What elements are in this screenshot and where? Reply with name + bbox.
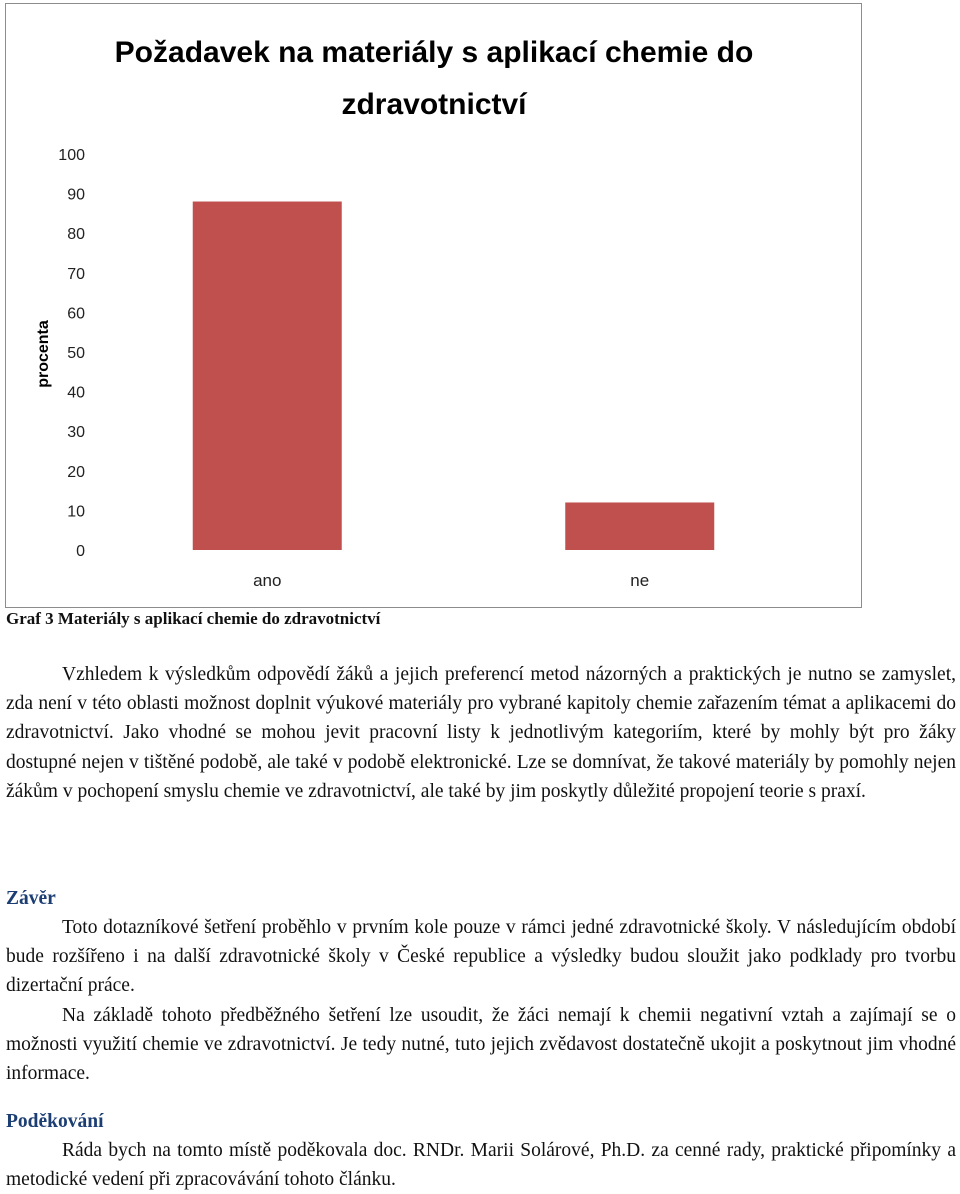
x-tick-label: ano — [253, 571, 282, 590]
y-tick-label: 30 — [67, 424, 85, 442]
chart-title-line-2: zdravotnictví — [341, 88, 527, 121]
chart-title-line-1: Požadavek na materiály s aplikací chemie do — [114, 36, 754, 69]
acknowledgement-paragraph — [6, 1136, 956, 1194]
discussion-text: Vzhledem k výsledkům odpovědí žáků a jejich preferencí metod názorných a praktických je nutno se zamyslet, zda není v této oblasti možnost doplnit výukové materiály pro vybrané kapitoly chemie zařazením témat a aplikacemi do zdravotnictví. Jako vhodné se mohou jevit pracovní listy k jednotlivým kategoriím, které by mohly být pro žáky dostupné nejen v tištěné podobě, ale také v podobě elektronické. Lze se domnívat, že takové materiály by pomohly nejen žákům v pochopení smyslu chemie ve zdravotnictví, ale také by jim poskytly důležité propojení teorie s praxí. — [6, 664, 956, 802]
y-axis-label: procenta — [35, 320, 52, 388]
y-tick-label: 90 — [67, 186, 85, 204]
discussion-section — [6, 660, 956, 806]
y-tick-label: 80 — [67, 226, 85, 244]
y-tick-label: 20 — [67, 463, 85, 481]
y-tick-label: 40 — [67, 384, 85, 402]
y-tick-label: 0 — [76, 543, 85, 560]
y-tick-label: 60 — [67, 305, 85, 323]
y-tick-label: 50 — [67, 345, 85, 362]
bar-chart — [6, 4, 863, 609]
x-tick-label: ne — [630, 571, 650, 590]
conclusion-text-2: Na základě tohoto předběžného šetření lze usoudit, že žáci nemají k chemii negativní vztah a zajímají se o možnosti využití chemie ve zdravotnictví. Je tedy nutné, tuto jejich zvědavost dostatečně ukojit a poskytnout jim vhodné informace. — [6, 1004, 956, 1085]
chart-frame — [5, 3, 862, 608]
discussion-paragraph — [6, 660, 956, 806]
acknowledgement-text: Ráda bych na tomto místě poděkovala doc. RNDr. Marii Solárové, Ph.D. za cenné rady, praktické připomínky a metodické vedení při zpracovávání tohoto článku. — [6, 1140, 956, 1191]
figure-caption: Graf 3 Materiály s aplikací chemie do zdravotnictví — [6, 609, 381, 628]
y-tick-label: 100 — [58, 147, 85, 164]
conclusion-paragraph-1 — [6, 913, 956, 1001]
conclusion-heading: Závěr — [6, 888, 56, 909]
acknowledgement-heading: Poděkování — [6, 1111, 104, 1132]
conclusion-text-1: Toto dotazníkové šetření proběhlo v prvním kole pouze v rámci jedné zdravotnické školy. V následujícím období bude rozšířeno i na další zdravotnické školy v České republice a výsledky budou sloužit jako podklady pro tvorbu dizertační práce. — [6, 917, 956, 997]
conclusion-paragraph-2 — [6, 1001, 956, 1089]
conclusion-section — [6, 913, 956, 1088]
acknowledgement-section — [6, 1136, 956, 1194]
y-tick-label: 10 — [67, 503, 85, 521]
bar-ne — [565, 502, 714, 550]
bar-ano — [193, 202, 342, 550]
y-tick-label: 70 — [67, 265, 85, 283]
